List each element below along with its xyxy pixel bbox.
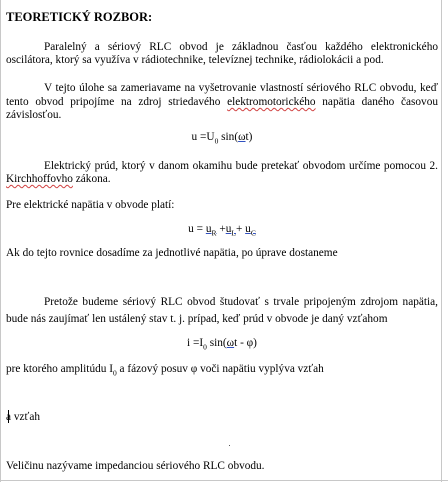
eq-subscript: 0 (203, 342, 207, 352)
equation-voltage (6, 130, 438, 148)
paragraph-6-line-1: Pretože budeme sériový RLC obvod študovať s trvale pripojeným zdrojom napätia, (44, 296, 438, 308)
paragraph-9: Veličinu nazývame impedanciou sériového RLC obvodu. (6, 460, 265, 472)
equation-kirchhoff (6, 222, 438, 240)
text-run: napätia daného časovou (315, 96, 438, 108)
eq-part: t) (245, 131, 253, 143)
paragraph-8: a vzťah (6, 411, 40, 423)
page-bottom-border (0, 480, 448, 481)
page-right-border (441, 0, 442, 482)
omega-symbol: ω (226, 337, 235, 349)
equation-current (6, 336, 438, 354)
eq-subscript: C (250, 228, 256, 238)
text-run: tento obvod pripojíme na zdroj striedavého (6, 96, 228, 108)
spellcheck-word: elektromotorického (227, 96, 316, 108)
eq-symbol-uC (245, 223, 256, 238)
paragraph-3-line-1: Elektrický prúd, ktorý v danom okamihu bude pretekať obvodom určíme pomocou 2. (44, 160, 438, 172)
eq-subscript: R (211, 228, 217, 238)
eq-symbol-uR (205, 223, 217, 238)
paragraph-6-line-2: bude nás zaujímať len ustálený stav t. j. prípad, keď prúd v obvode je daný vzťahom (6, 313, 388, 325)
eq-part: u =U (191, 131, 215, 143)
text-run: a fázový posuv φ voči napätiu vyplýva vzťah (116, 363, 324, 375)
paragraph-5: Ak do tejto rovnice dosadíme za jednotlivé napätia, po úprave dostaneme (6, 247, 338, 259)
spellcheck-word: Kirchhoffovho (6, 173, 73, 185)
text-run: zákona. (72, 173, 111, 185)
paragraph-3-line-2 (6, 172, 438, 186)
omega-symbol: ω (238, 131, 246, 143)
eq-part: + (235, 223, 246, 235)
paragraph-7 (6, 362, 438, 380)
eq-part: u = (188, 223, 206, 235)
page-left-border (0, 0, 1, 482)
eq-part: i =I (187, 337, 204, 349)
eq-part: sin( (218, 131, 239, 143)
paragraph-1-line-2: oscilátora, ktorý sa využíva v rádiotechnike, televíznej technike, rádiolokácii a pod. (6, 54, 384, 66)
text-run: pre ktorého amplitúdu I (6, 363, 113, 375)
eq-subscript: 0 (214, 136, 219, 146)
paragraph-4: Pre elektrické napätia v obvode platí: (6, 199, 175, 211)
eq-part: sin( (206, 337, 227, 349)
paragraph-2-line-3: závislosťou. (6, 109, 62, 121)
eq-part: u (245, 223, 251, 235)
eq-part: u (205, 223, 212, 235)
section-heading: TEORETICKÝ ROZBOR: (6, 10, 153, 24)
eq-part: t - φ) (234, 337, 257, 349)
eq-subscript: L (231, 228, 236, 238)
paragraph-1-line-1: Paralelný a sériový RLC obvod je základnou časťou každého elektronického (44, 41, 438, 53)
paragraph-2-line-2 (6, 95, 438, 109)
paragraph-2-line-1: V tejto úlohe sa zameriavame na vyšetrovanie vlastností sériového RLC obvodu, keď (44, 82, 438, 94)
text-subscript: 0 (112, 368, 117, 378)
stray-mark (229, 445, 230, 446)
eq-part: u (225, 223, 232, 235)
eq-part: + (216, 223, 226, 235)
eq-symbol-uL (225, 223, 236, 238)
